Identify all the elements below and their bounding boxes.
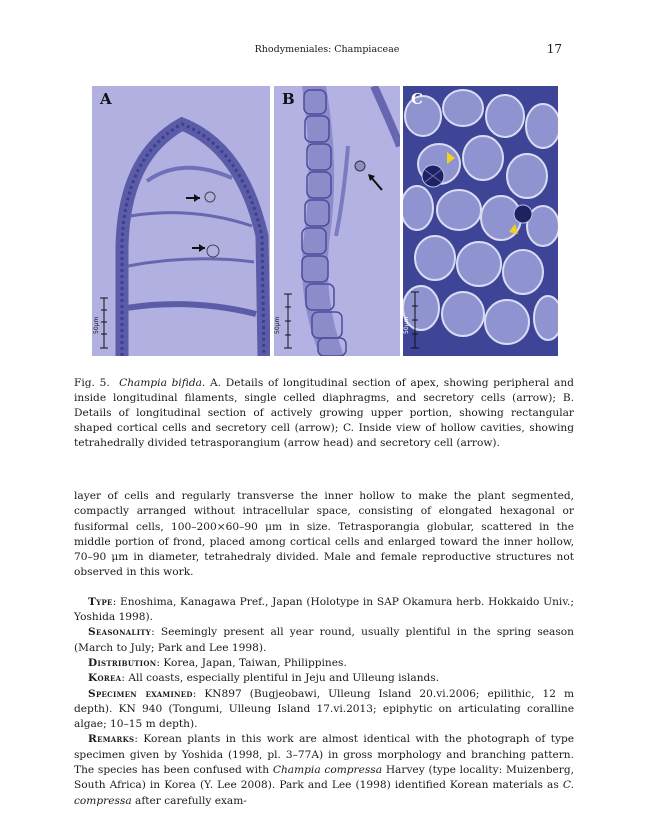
scale-label-b: 50μm xyxy=(274,316,281,334)
micrograph-a xyxy=(92,86,270,356)
figure-panel-a xyxy=(92,86,270,356)
figure-caption xyxy=(74,376,574,451)
type-entry xyxy=(74,595,574,626)
micrograph-c xyxy=(403,86,558,356)
caption-fig-label: Fig. 5. xyxy=(74,377,110,389)
seasonality-entry xyxy=(74,625,574,656)
figure-panel-b xyxy=(274,86,400,356)
running-title: Rhodymeniales: Champiaceae xyxy=(254,44,400,55)
page-number: 17 xyxy=(546,42,562,56)
running-header xyxy=(92,44,562,58)
caption-text: . A. Details of longitudinal section of apex, showing peripheral and inside longitudinal filaments, single celled diaphragms, and secretory cells (arrow); B. Details of longitudinal section of actively growing upper portion, showing rectangular shaped cortical cells and secretory cell (arrow); C. Inside view of hollow cavities, showing tetrahedrally divided tetrasporangium (arrow head) and secretory cell (arrow). xyxy=(74,377,574,449)
type-label: Type xyxy=(88,595,113,608)
panel-label-a: A xyxy=(100,90,112,108)
remarks-entry xyxy=(74,732,574,808)
specimen-text: : KN897 (Bugjeobawi, Ulleung Island 20.vi.2006; epilithic, 12 m depth). KN 940 (Tongumi, Ulleung Island 17.vi.2013; epiphytic on articulating coralline algae; 10–15 m depth). xyxy=(74,687,574,731)
scale-label-a: 50μm xyxy=(93,316,100,334)
distribution-entry xyxy=(74,656,574,671)
micrograph-b xyxy=(274,86,400,356)
remarks-species-2: C. compressa xyxy=(74,779,574,807)
caption-species: Champia bifida xyxy=(119,377,202,389)
seasonality-label: Seasonality xyxy=(88,626,152,639)
remarks-species-1: Champia compressa xyxy=(272,764,383,777)
distribution-text: : Korea, Japan, Taiwan, Philippines. xyxy=(156,656,347,669)
figure-panel-c xyxy=(403,86,558,356)
remarks-text-1: : Korean plants in this work are almost identical with the photograph of type specimen given by Yoshida (1998, pl. 3–77A) in gross morphology and branching pattern. The species has been confused with xyxy=(74,733,574,777)
remarks-label: Remarks xyxy=(88,733,135,746)
korea-text: : All coasts, especially plentiful in Jeju and Ulleung islands. xyxy=(121,672,440,685)
scale-label-c: 50μm xyxy=(403,316,410,334)
panel-label-b: B xyxy=(282,90,295,108)
description-paragraph: layer of cells and regularly transverse the inner hollow to make the plant segmented, compactly arranged without intracellular space, consisting of elongated hexagonal or fusiformal cells, 100–200×60–90 μm in size. Tetrasporangia globular, scattered in the middle portion of frond, placed among cortical cells and enlarged toward the inner hollow, 70–90 μm in diameter, tetrahedraly divided. Male and female reproductive structures not observed in this work. xyxy=(74,490,574,579)
remarks-text-3: after carefully exam- xyxy=(131,794,247,807)
korea-entry xyxy=(74,671,574,686)
specimen-label: Specimen examined xyxy=(88,687,193,700)
distribution-label: Distribution xyxy=(88,656,157,669)
seasonality-text: : Seemingly present all year round, usually plentiful in the spring season (March to July; Park and Lee 1998). xyxy=(74,626,574,654)
specimen-entry xyxy=(74,687,574,733)
korea-label: Korea xyxy=(88,672,122,685)
panel-label-c: C xyxy=(411,90,423,108)
body-text xyxy=(74,489,574,809)
remarks-text-2: Harvey (type locality: Muizenberg, South Africa) in Korea (Y. Lee 2008). Park and Lee (1998) identified Korean materials as xyxy=(74,764,574,792)
type-text: : Enoshima, Kanagawa Pref., Japan (Holotype in SAP Okamura herb. Hokkaido Univ.; Yoshida 1998). xyxy=(74,595,574,624)
